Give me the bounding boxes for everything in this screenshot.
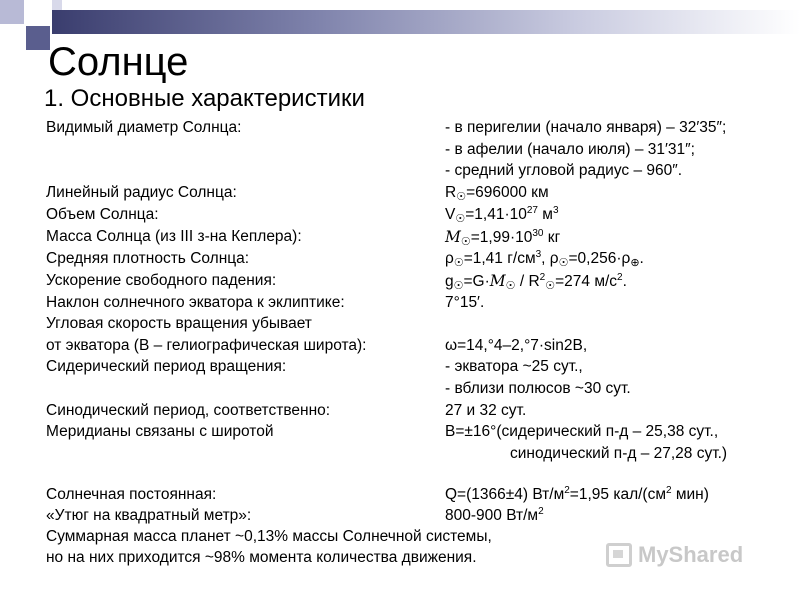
row-value: синодический п-д – 27,28 сут.): [510, 445, 728, 462]
decor-square: [26, 0, 50, 24]
row-label: Суммарная масса планет ~0,13% массы Солнечной системы,: [46, 528, 492, 545]
row-label: но на них приходится ~98% момента количества движения.: [46, 549, 477, 566]
row-value: $R_☉=696000$ км: [445, 184, 549, 203]
row-value: - в афелии (начало июля) – 31′31″;: [445, 141, 695, 158]
row-value: $M_☉=1,99\cdot 10^{30}$ кг: [445, 228, 561, 248]
list-item: [0, 400, 800, 422]
row-label: Сидерический период вращения:: [46, 358, 287, 375]
sun-symbol-icon: ☉: [505, 280, 516, 292]
list-item: [0, 443, 800, 465]
list-item: [0, 335, 800, 357]
page-title: Солнце: [48, 40, 189, 84]
sun-symbol-icon: ☉: [558, 257, 569, 269]
list-item: [0, 421, 800, 443]
list-item: [0, 248, 800, 270]
decor-square: [0, 26, 24, 50]
row-label: Средняя плотность Солнца:: [46, 250, 250, 267]
decor-square: [52, 0, 62, 10]
sun-symbol-icon: ☉: [460, 236, 471, 248]
sun-symbol-icon: ☉: [453, 280, 464, 292]
row-value: $V_☉=1,41\cdot 10^{27}$ $м^3$: [445, 205, 559, 225]
list-item: [0, 117, 800, 139]
row-label: Объем Солнца:: [46, 206, 159, 223]
list-item: [0, 226, 800, 248]
list-item: [0, 182, 800, 204]
sun-symbol-icon: ☉: [545, 280, 556, 292]
row-value: 800-900 $Вт/м^2$: [445, 506, 544, 524]
watermark-text: MyShared: [638, 542, 744, 567]
earth-symbol-icon: ⊕: [630, 257, 640, 269]
watermark: [606, 540, 743, 570]
list-item: [0, 292, 800, 314]
list-item: [0, 356, 800, 378]
list-item: [0, 378, 800, 400]
row-value: - экватора ~25 сут.,: [445, 358, 583, 375]
list-item: [0, 313, 800, 335]
presentation-icon: [606, 543, 632, 567]
row-label: Видимый диаметр Солнца:: [46, 119, 242, 136]
row-value: - в перигелии (начало января) – 32′35″;: [445, 119, 727, 136]
decor-square: [0, 0, 24, 24]
row-value: 7°15′.: [445, 294, 485, 311]
row-label: Синодический период, соответственно:: [46, 402, 331, 419]
list-item: [0, 204, 800, 226]
row-value: $\rho_☉=1,41$ $г/см^3$, $\rho_☉=0,256\cdot\rho_\oplus$.: [445, 249, 644, 269]
row-value: - средний угловой радиус – 960″.: [445, 162, 683, 179]
row-value: B=±16°(сидерический п-д – 25,38 сут.,: [445, 423, 719, 440]
row-label: Меридианы связаны с широтой: [46, 423, 274, 440]
row-label: Угловая скорость вращения убывает: [46, 315, 312, 332]
list-item: [0, 139, 800, 161]
section-subtitle: 1. Основные характеристики: [44, 85, 365, 112]
sun-symbol-icon: ☉: [453, 257, 464, 269]
row-label: Ускорение свободного падения:: [46, 272, 277, 289]
row-value: ω=14,°4–2,°7·sin2B,: [445, 337, 588, 354]
header-gradient-bar: [52, 10, 800, 34]
list-item: [0, 505, 800, 527]
row-value: 27 и 32 сут.: [445, 402, 527, 419]
decor-square: [26, 26, 50, 50]
row-label: Линейный радиус Солнца:: [46, 184, 237, 201]
row-label: «Утюг на квадратный метр»:: [46, 507, 252, 524]
list-item: [0, 484, 800, 506]
row-label: Солнечная постоянная:: [46, 486, 217, 503]
sun-symbol-icon: ☉: [455, 213, 466, 225]
list-item: [0, 270, 800, 292]
sun-symbol-icon: ☉: [456, 191, 467, 203]
row-label: Наклон солнечного экватора к эклиптике:: [46, 294, 345, 311]
row-value: - вблизи полюсов ~30 сут.: [445, 380, 631, 397]
row-label: от экватора (B – гелиографическая широта):: [46, 337, 367, 354]
row-value: Q=(1366±4) $Вт/м^2=1,95$ кал/($см^2$ мин): [445, 485, 709, 503]
list-item: [0, 160, 800, 182]
row-label: Масса Солнца (из III з-на Кеплера):: [46, 228, 302, 245]
row-value: $g_☉=G\cdot M_☉ / R^2_☉=274$ $м/с^2$.: [445, 272, 627, 292]
